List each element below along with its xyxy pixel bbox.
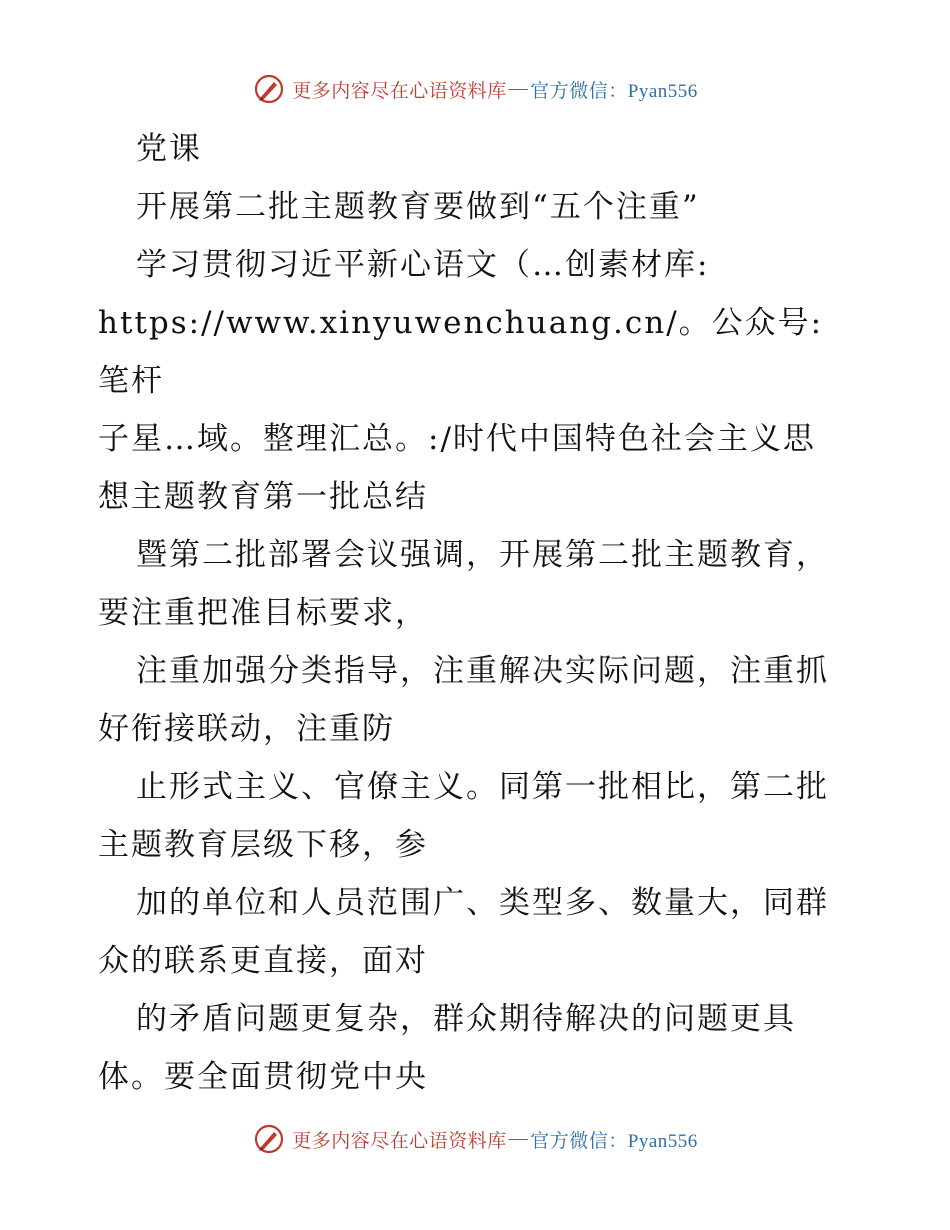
body-line: 好衔接联动，注重防 [98,711,395,747]
footer-separator: — [508,1128,529,1149]
body-line: 子星…域。整理汇总。:/时代中国特色社会主义思 [98,421,816,457]
body-line: 暨第二批部署会议强调，开展第二批主题教育， [136,537,829,573]
body-line: 体。要全面贯彻党中央 [98,1059,428,1095]
body-line: 学习贯彻习近平新心语文（…创素材库: [136,247,710,283]
body-line: 注重加强分类指导，注重解决实际问题，注重抓 [136,653,829,689]
body-line: 止形式主义、官僚主义。同第一批相比，第二批 [136,769,829,805]
header-separator: — [508,78,529,99]
body-line: 党课 [136,131,202,167]
document-body [98,120,858,1106]
body-line: 的矛盾问题更复杂，群众期待解决的问题更具 [136,1001,796,1037]
body-line: 开展第二批主题教育要做到“五个注重” [136,189,700,225]
footer-wechat: 官方微信：Pyan556 [530,1130,698,1152]
footer-banner [0,1122,950,1156]
body-line: https://www.xinyuwenchuang.cn/。公众号: 笔杆 [98,305,824,399]
body-line: 主题教育层级下移，参 [98,827,428,863]
pen-logo-icon [252,72,286,106]
body-line: 众的联系更直接，面对 [98,943,428,979]
header-brand: 更多内容尽在心语资料库 [292,80,507,102]
body-line: 想主题教育第一批总结 [98,479,428,515]
footer-brand: 更多内容尽在心语资料库 [292,1130,507,1152]
pen-logo-icon [252,1122,286,1156]
body-line: 加的单位和人员范围广、类型多、数量大，同群 [136,885,829,921]
body-line: 要注重把准目标要求， [98,595,428,631]
header-wechat: 官方微信：Pyan556 [530,80,698,102]
header-banner [0,72,950,106]
